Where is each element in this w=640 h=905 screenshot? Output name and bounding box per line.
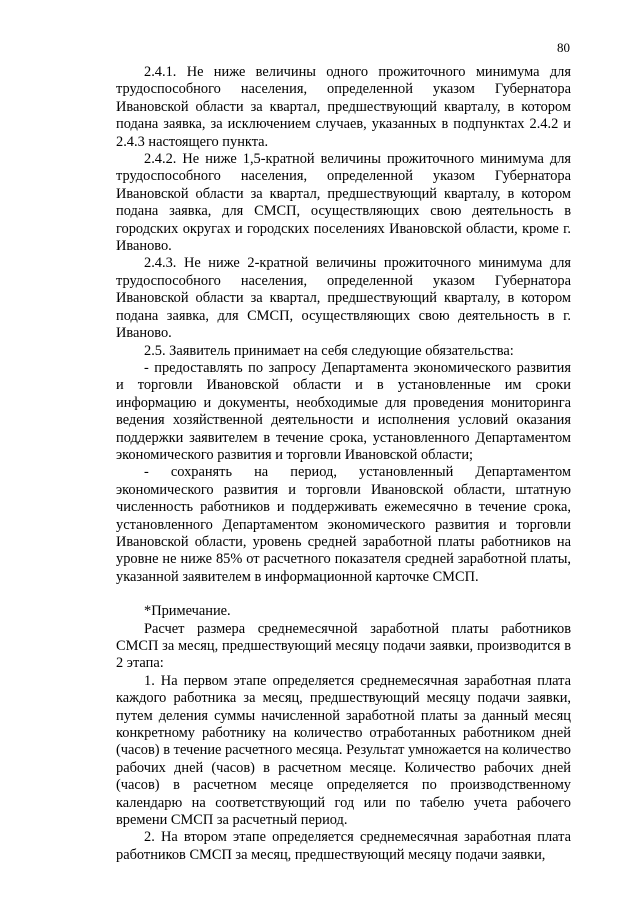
note-step-2: 2. На втором этапе определяется среднемесячная заработная плата работников СМСП за месяц, предшествующий месяцу подачи заявки, [116, 829, 571, 863]
paragraph-2-4-2: 2.4.2. Не ниже 1,5-кратной величины прожиточного минимума для трудоспособного населения, определенной указом Губернатора Ивановской области за квартал, предшествующий кварталу, в котором подана заявка, для СМСП, осуществляющих свою деятельность в городских округах и городских поселениях Ивановской области, кроме г. Иваново. [116, 151, 571, 255]
paragraph-2-4-3: 2.4.3. Не ниже 2-кратной величины прожиточного минимума для трудоспособного населения, определенной указом Губернатора Ивановской области за квартал, предшествующий кварталу, в котором подана заявка, для СМСП, осуществляющих свою деятельность в г. Иваново. [116, 255, 571, 342]
note-step-1: 1. На первом этапе определяется среднемесячная заработная плата каждого работника за месяц, предшествующий месяцу подачи заявки, путем деления суммы начисленной заработной платы за данный месяц конкретному работнику на количество отработанных работником дней (часов) в течение расчетного месяца. Результат умножается на количество рабочих дней (часов) в расчетном месяце. Количество рабочих дней (часов) в расчетном месяце определяется по производственному календарю на соответствующий год или по табелю учета рабочего времени СМСП за расчетный период. [116, 672, 571, 829]
page-number: 80 [557, 40, 570, 55]
note-title: *Примечание. [144, 603, 231, 620]
obligation-item-2: - сохранять на период, установленный Департаментом экономического развития и торговли Ивановской области, штатную численность работников и поддерживать ежемесячно в течение срока, установленного Департаментом экономического развития и торговли Ивановской области, уровень средней заработной платы работников на уровне не ниже 85% от расчетного показателя средней заработной платы, указанной заявителем в информационной карточке СМСП. [116, 464, 571, 585]
paragraph-2-4-1: 2.4.1. Не ниже величины одного прожиточного минимума для трудоспособного населения, определенной указом Губернатора Ивановской области за квартал, предшествующий кварталу, в котором подана заявка, за исключением случаев, указанных в подпунктах 2.4.2 и 2.4.3 настоящего пункта. [116, 64, 571, 150]
spacer [116, 586, 571, 603]
paragraph-2-5: 2.5. Заявитель принимает на себя следующие обязательства: [144, 342, 514, 359]
obligation-item-1: - предоставлять по запросу Департамента экономического развития и торговли Ивановской области и в установленные им сроки информацию и документы, необходимые для проведения мониторинга ведения хозяйственной деятельности и исполнения условий оказания поддержки заявителем в течение срока, установленного Департаментом экономического развития и торговли Ивановской области; [116, 359, 571, 463]
note-intro: Расчет размера среднемесячной заработной платы работников СМСП за месяц, предшествующий месяцу подачи заявки, производится в 2 этапа: [116, 620, 571, 672]
document-body [116, 64, 571, 864]
